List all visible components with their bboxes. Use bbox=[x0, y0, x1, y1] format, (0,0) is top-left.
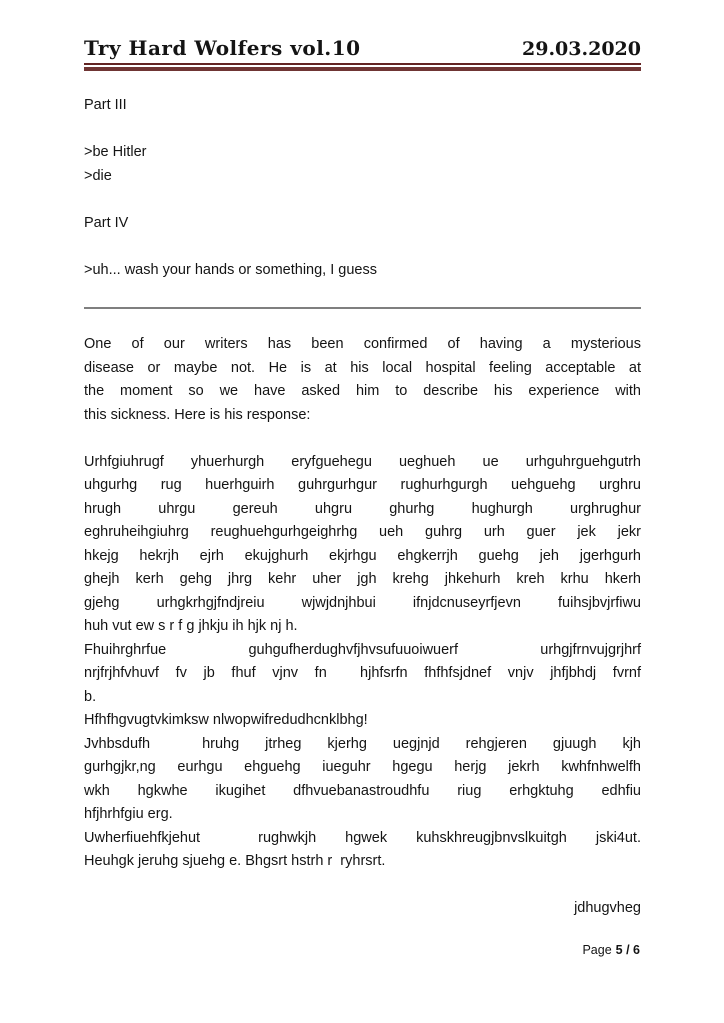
blank-line bbox=[84, 118, 641, 142]
page-number-value: 5 / 6 bbox=[615, 943, 640, 957]
text-line: b. bbox=[84, 688, 97, 705]
text-line: uhgurhg rug huerhguirh guhrgurhgur rughurhgurgh uehguehg urghru bbox=[84, 477, 641, 493]
paragraph bbox=[84, 733, 641, 827]
text-line: One of our writers has been confirmed of having a mysterious bbox=[84, 336, 641, 352]
paragraph bbox=[84, 709, 641, 733]
paragraph bbox=[84, 639, 641, 710]
text-line: Uwherfiuehfkjehut rughwkjh hgwek kuhskhreugjbnvslkuitgh jski4ut. bbox=[84, 829, 641, 846]
text-line: the moment so we have asked him to describe his experience with bbox=[84, 383, 641, 399]
text-line: hrugh uhrgu gereuh uhgru ghurhg hughurgh urghrughur bbox=[84, 500, 641, 517]
text-line: disease or maybe not. He is at his local hospital feeling acceptable at bbox=[84, 359, 641, 376]
page-header bbox=[84, 36, 641, 71]
body-blocks bbox=[84, 94, 641, 921]
paragraph bbox=[84, 451, 641, 639]
document-date: 29.03.2020 bbox=[522, 38, 641, 60]
text-line: huh vut ew s r f g jhkju ih hjk nj h. bbox=[84, 618, 298, 634]
blank-line bbox=[84, 188, 641, 212]
text-line: nrjfrjhfvhuvf fv jb fhuf vjnv fn hjhfsrfn fhfhfsjdnef vnjv jhfjbhdj fvrnf bbox=[84, 665, 641, 681]
page-number bbox=[582, 943, 640, 957]
text-line: hkejg hekrjh ejrh ekujghurh ekjrhgu ehgkerrjh guehg jeh jgerhgurh bbox=[84, 547, 641, 564]
paragraph bbox=[84, 827, 641, 874]
text-line: >uh... wash your hands or something, I guess bbox=[84, 261, 377, 278]
separator-rule bbox=[84, 307, 641, 309]
text-line: >be Hitler bbox=[84, 144, 147, 160]
page-number-label: Page bbox=[582, 943, 612, 957]
text-line: Part IV bbox=[84, 214, 129, 231]
header-row bbox=[84, 36, 641, 60]
text-line: gurhgjkr,ng eurhgu ehguehg iueguhr hgegu herjg jekrh kwhfnhwelfh bbox=[84, 759, 641, 775]
text-line: >die bbox=[84, 167, 112, 184]
blank-line bbox=[84, 874, 641, 898]
text-line: Heuhgk jeruhg sjuehg e. Bhgsrt hstrh r ryhrsrt. bbox=[84, 853, 386, 869]
text-line: eghruheihgiuhrg reughuehgurhgeighrhg ueh guhrg urh guer jek jekr bbox=[84, 524, 641, 540]
header-rule-thick bbox=[84, 67, 641, 71]
text-line: gjehg urhgkrhgjfndjreiu wjwjdnjhbui ifnjdcnuseyrfjevn fuihsjbvjrfiwu bbox=[84, 594, 641, 611]
text-line: ghejh kerh gehg jhrg kehr uher jgh krehg jhkehurh kreh krhu hkerh bbox=[84, 571, 641, 587]
text-line: Fhuihrghrfue guhgufherdughvfjhvsufuuoiwuerf urhgjfrnvujgrjhrf bbox=[84, 641, 641, 658]
blank-line bbox=[84, 427, 641, 451]
blank-line bbox=[84, 235, 641, 259]
document-title: Try Hard Wolfers vol.10 bbox=[84, 36, 361, 60]
text-line: Part III bbox=[84, 97, 127, 113]
blank-line bbox=[84, 282, 641, 306]
blank-line bbox=[84, 310, 641, 334]
text-line: Jvhbsdufh hruhg jtrheg kjerhg uegjnjd rehgjeren gjuugh kjh bbox=[84, 735, 641, 752]
text-line: wkh hgkwhe ikugihet dfhvuebanastroudhfu riug erhgktuhg edhfiu bbox=[84, 782, 641, 799]
text-line: jdhugvheg bbox=[574, 900, 641, 916]
text-line: hfjhrhfgiu erg. bbox=[84, 806, 173, 822]
paragraph bbox=[84, 333, 641, 427]
text-line: Urhfgiuhrugf yhuerhurgh eryfguehegu ueghueh ue urhguhrguehgutrh bbox=[84, 453, 641, 470]
text-line: this sickness. Here is his response: bbox=[84, 406, 311, 423]
text-line: Hfhfhgvugtvkimksw nlwopwifredudhcnklbhg! bbox=[84, 712, 368, 728]
header-rule-thin bbox=[84, 63, 641, 65]
